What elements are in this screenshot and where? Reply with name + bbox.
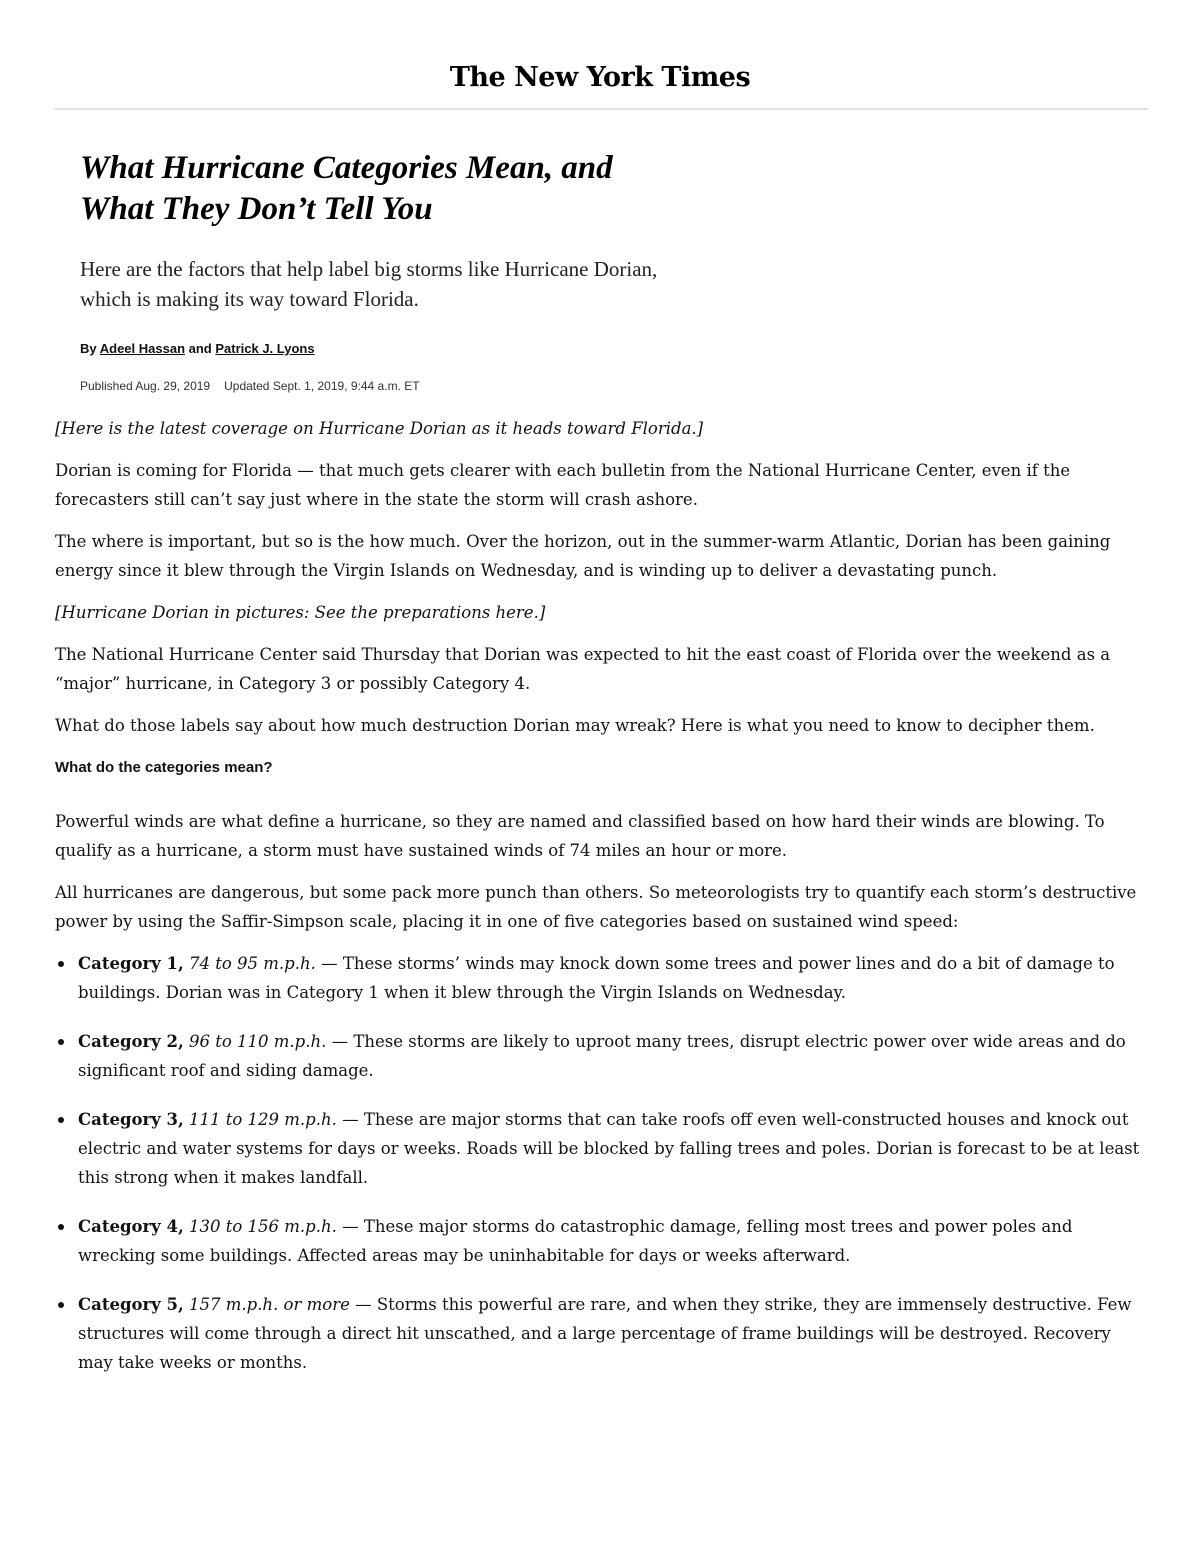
article-dates [80, 379, 420, 393]
paragraph: The where is important, but so is the how much. Over the horizon, out in the summer-warm Atlantic, Dorian has been gaining energy since it blew through the Virgin Islands on Wednesday, and is winding up to deliver a devastating punch. [55, 532, 1111, 580]
list-item [55, 1290, 1149, 1377]
bullet-icon [58, 1039, 64, 1045]
category-label: Category 3, [78, 1110, 184, 1129]
paragraph: Powerful winds are what define a hurricane, so they are named and classified based on how hard their winds are blowing. To qualify as a hurricane, a storm must have sustained winds of 74 miles an hour or more. [55, 812, 1105, 860]
list-item [55, 949, 1149, 1007]
category-speed: 74 to 95 m.p.h. [189, 954, 316, 973]
masthead-divider [54, 108, 1148, 110]
bullet-icon [58, 1302, 64, 1308]
category-label: Category 1, [78, 954, 184, 973]
category-speed: 157 m.p.h. or more [189, 1295, 350, 1314]
category-speed: 96 to 110 m.p.h. [189, 1032, 327, 1051]
list-item [55, 1027, 1149, 1085]
section-subhead: What do the categories mean? [55, 759, 273, 776]
summary-line-2: which is making its way toward Florida. [80, 287, 419, 311]
latest-coverage-link[interactable]: [Here is the latest coverage on Hurricane Dorian as it heads toward Florida.] [55, 419, 704, 438]
list-item [55, 1212, 1149, 1270]
category-label: Category 4, [78, 1217, 184, 1236]
updated-date: Updated Sept. 1, 2019, 9:44 a.m. ET [224, 379, 420, 393]
category-list [55, 949, 1149, 1377]
byline [80, 341, 315, 356]
nyt-logo[interactable]: The New York Times [449, 62, 751, 93]
bullet-icon [58, 1117, 64, 1123]
author-link-patrick-lyons[interactable]: Patrick J. Lyons [215, 341, 315, 356]
bullet-icon [58, 1224, 64, 1230]
category-description: — These storms are likely to uproot many trees, disrupt electric power over wide areas and do significant roof and siding damage. [78, 1032, 1126, 1080]
paragraph: Dorian is coming for Florida — that much gets clearer with each bulletin from the National Hurricane Center, even if the forecasters still can’t say just where in the state the storm will crash ashore. [55, 461, 1071, 509]
category-speed: 130 to 156 m.p.h. [189, 1217, 337, 1236]
category-description: — These storms’ winds may knock down some trees and power lines and do a bit of damage to buildings. Dorian was in Category 1 when it blew through the Virgin Islands on Wednesday. [78, 954, 1115, 1002]
byline-prefix: By [80, 341, 100, 356]
article-body [55, 414, 1149, 1397]
category-label: Category 2, [78, 1032, 184, 1051]
author-link-adeel-hassan[interactable]: Adeel Hassan [99, 341, 186, 356]
byline-and: and [185, 341, 216, 356]
category-description: — These are major storms that can take roofs off even well-constructed houses and knock out electric and water systems for days or weeks. Roads will be blocked by falling trees and poles. Dorian is forecast to be at least this strong when it makes landfall. [78, 1110, 1140, 1187]
paragraph: What do those labels say about how much destruction Dorian may wreak? Here is what you need to know to decipher them. [55, 716, 1095, 735]
paragraph: All hurricanes are dangerous, but some pack more punch than others. So meteorologists try to quantify each storm’s destructive power by using the Saffir-Simpson scale, placing it in one of five categories based on sustained wind speed: [55, 883, 1137, 931]
category-speed: 111 to 129 m.p.h. [189, 1110, 337, 1129]
list-item [55, 1105, 1149, 1192]
category-label: Category 5, [78, 1295, 184, 1314]
headline-line-1: What Hurricane Categories Mean, and [80, 150, 613, 186]
article-headline [80, 148, 720, 230]
published-date: Published Aug. 29, 2019 [80, 379, 211, 393]
headline-line-2: What They Don’t Tell You [80, 191, 433, 227]
category-description: — Storms this powerful are rare, and when they strike, they are immensely destructive. Few structures will come through a direct hit unscathed, and a large percentage of frame buildings will be destroyed. Recovery may take weeks or months. [78, 1295, 1132, 1372]
category-description: — These major storms do catastrophic damage, felling most trees and power poles and wrecking some buildings. Affected areas may be uninhabitable for days or weeks afterward. [78, 1217, 1073, 1265]
summary-line-1: Here are the factors that help label big storms like Hurricane Dorian, [80, 257, 658, 281]
paragraph: The National Hurricane Center said Thursday that Dorian was expected to hit the east coast of Florida over the weekend as a “major” hurricane, in Category 3 or possibly Category 4. [55, 645, 1111, 693]
article-summary [80, 254, 840, 314]
bullet-icon [58, 961, 64, 967]
pictures-link[interactable]: [Hurricane Dorian in pictures: See the preparations here.] [55, 603, 546, 622]
